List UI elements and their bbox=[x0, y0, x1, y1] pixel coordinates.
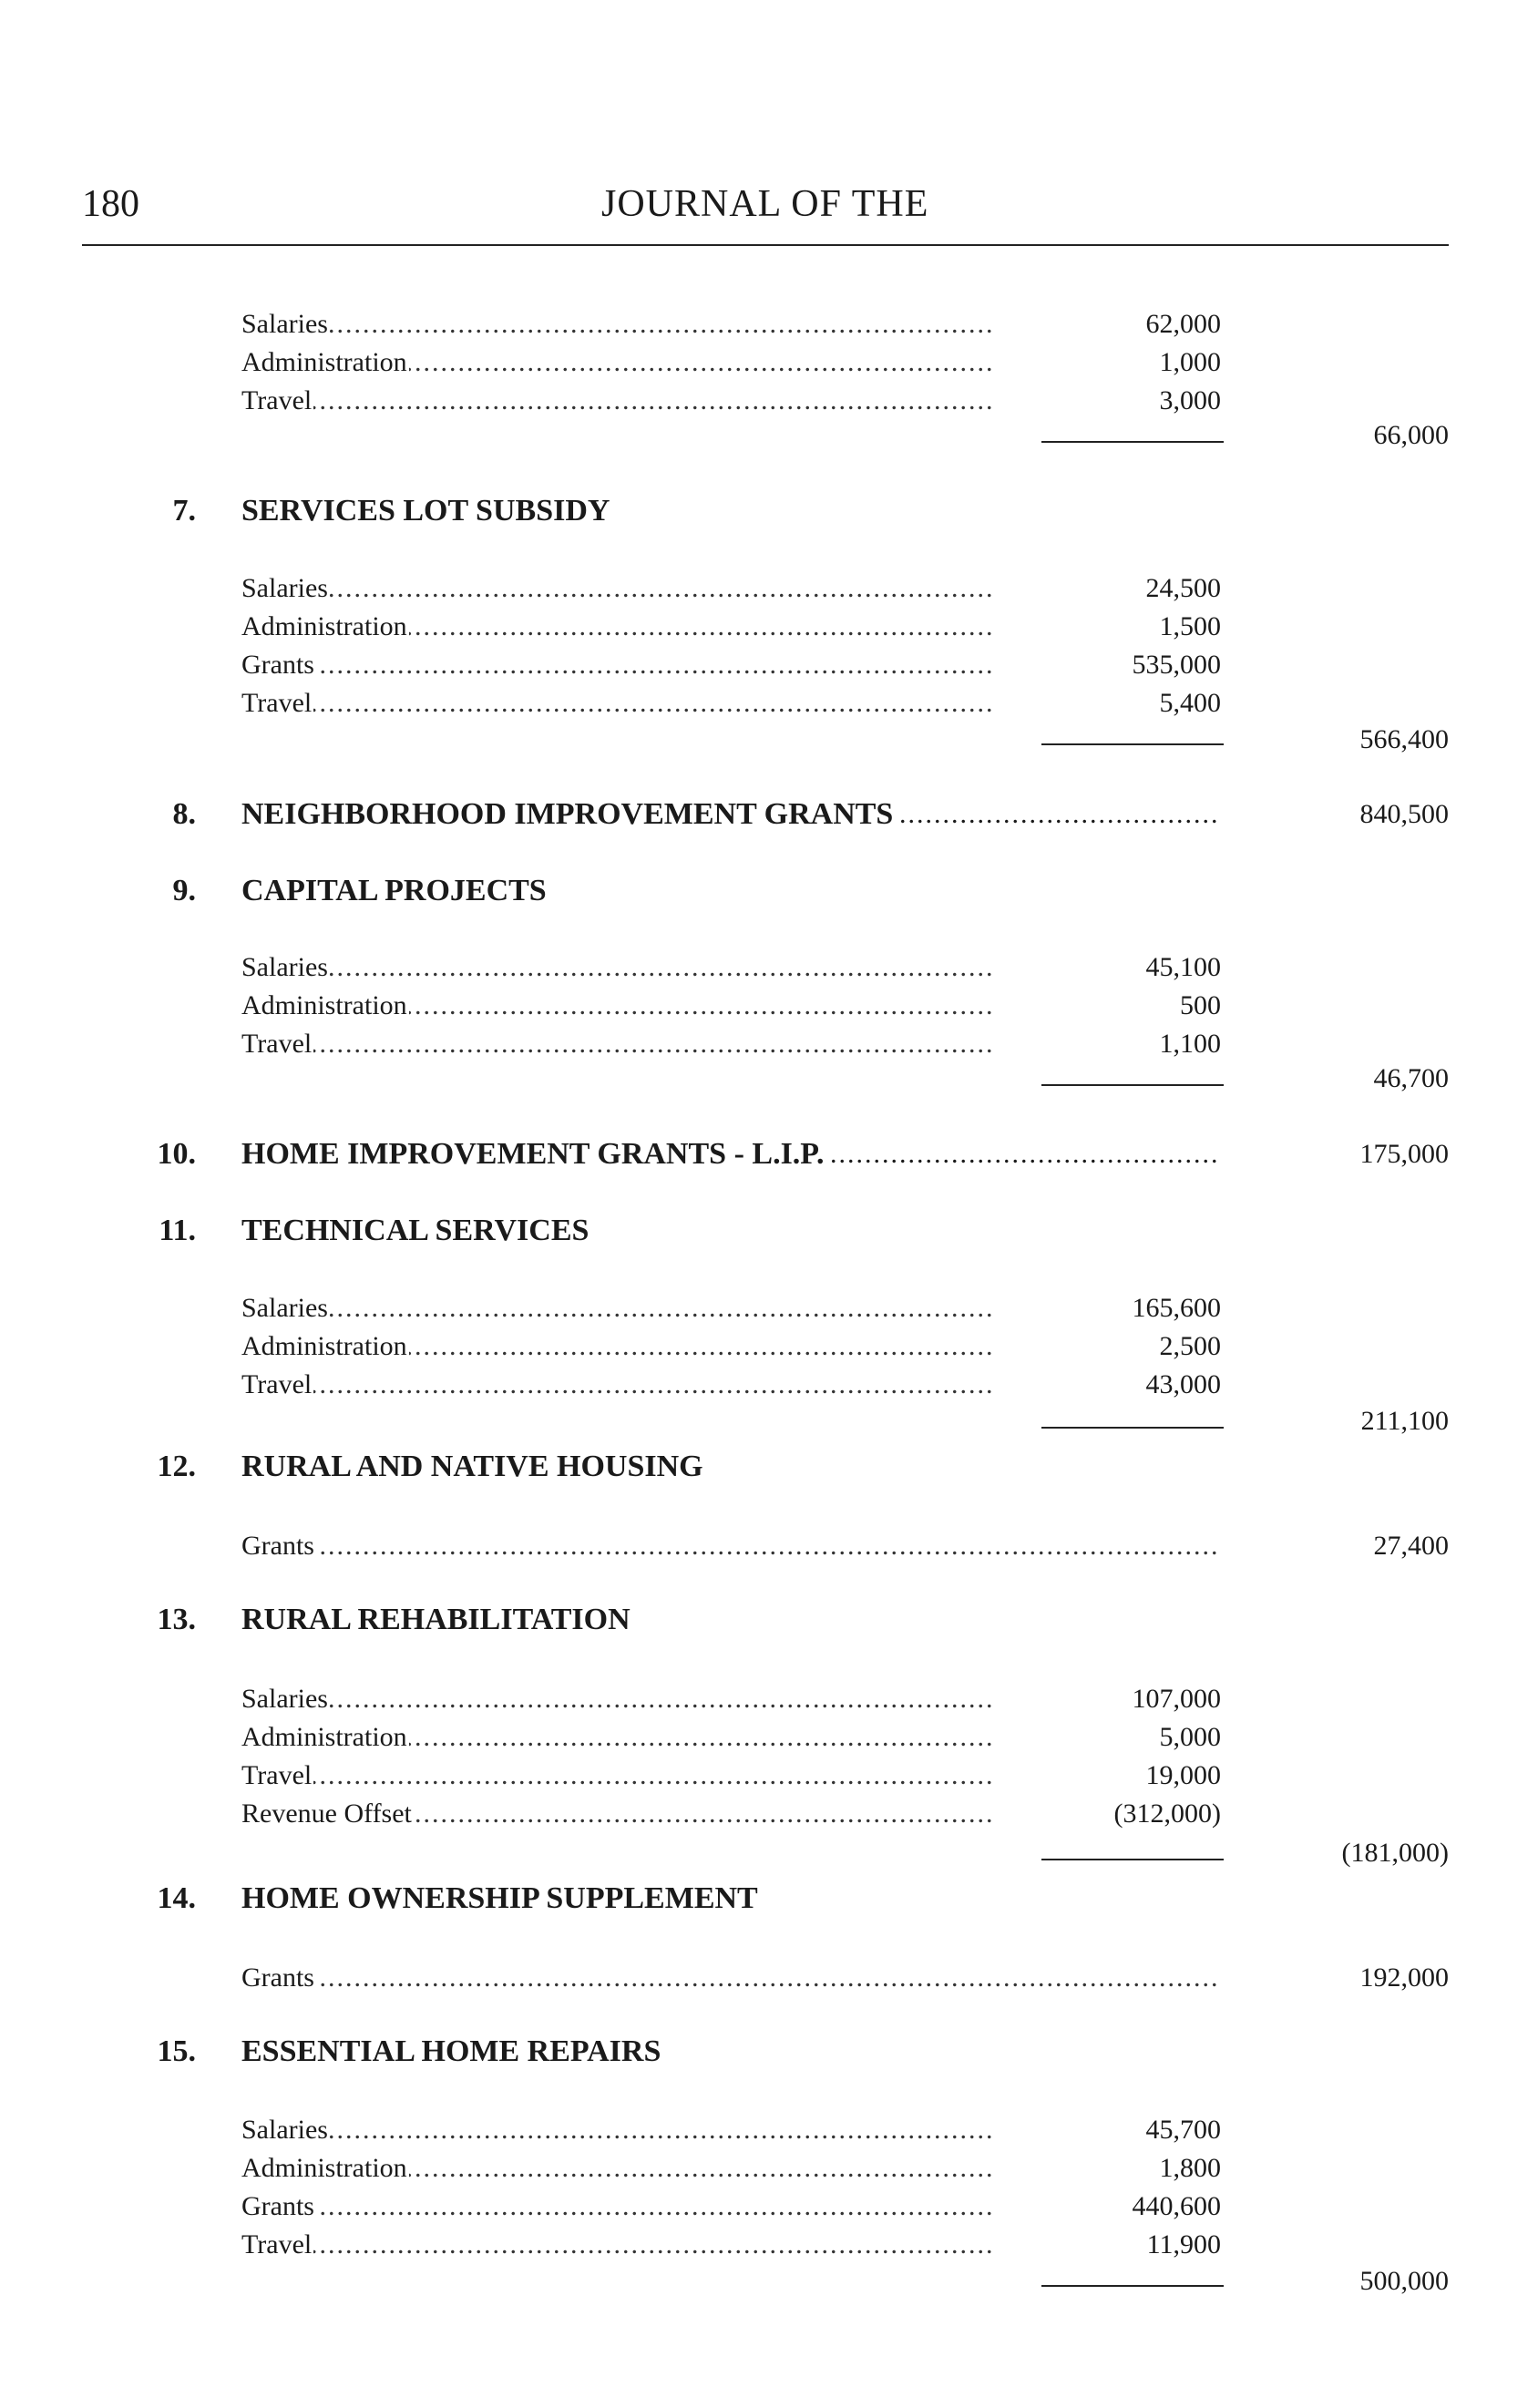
item-amount: 1,100 bbox=[1159, 1029, 1221, 1059]
section-number: 9. bbox=[172, 874, 196, 907]
line-item bbox=[0, 2188, 1538, 2229]
subtotal-rule bbox=[1041, 1859, 1224, 1860]
line-item bbox=[0, 1960, 1538, 2000]
section-title: TECHNICAL SERVICES bbox=[241, 1214, 590, 1247]
line-item bbox=[0, 685, 1538, 725]
item-amount: 1,800 bbox=[1159, 2153, 1221, 2183]
section-number: 7. bbox=[172, 494, 196, 528]
item-amount: 5,000 bbox=[1159, 1722, 1221, 1752]
item-label: Administration bbox=[241, 2153, 407, 2183]
line-item bbox=[0, 1328, 1538, 1368]
item-label: Grants bbox=[241, 1962, 314, 1993]
line-item bbox=[0, 2227, 1538, 2267]
section-title: HOME IMPROVEMENT GRANTS - L.I.P. bbox=[241, 1137, 827, 1171]
section-number: 11. bbox=[159, 1214, 196, 1247]
item-amount: 535,000 bbox=[1132, 650, 1221, 680]
item-label: Revenue Offset bbox=[241, 1798, 412, 1829]
section-heading bbox=[0, 794, 1538, 840]
section-number: 15. bbox=[157, 2034, 196, 2068]
section-heading bbox=[0, 1211, 1538, 1256]
item-label: Travel bbox=[241, 1760, 313, 1790]
item-label: Grants bbox=[241, 650, 314, 680]
section-total: 66,000 bbox=[1373, 420, 1449, 450]
item-amount: 45,100 bbox=[1145, 952, 1221, 982]
item-amount: 11,900 bbox=[1146, 2229, 1221, 2259]
line-item bbox=[0, 344, 1538, 384]
section-number: 8. bbox=[172, 797, 196, 831]
section-total: 175,000 bbox=[1359, 1139, 1449, 1169]
item-amount: 2,500 bbox=[1159, 1331, 1221, 1361]
header-rule bbox=[82, 244, 1449, 246]
item-amount: 1,000 bbox=[1159, 347, 1221, 377]
section-title: NEIGHBORHOOD IMPROVEMENT GRANTS bbox=[241, 797, 897, 831]
section-total: 192,000 bbox=[1359, 1962, 1449, 1993]
subtotal-rule bbox=[1041, 1427, 1224, 1429]
line-item bbox=[0, 1681, 1538, 1721]
item-label: Salaries bbox=[241, 952, 328, 982]
item-label: Travel bbox=[241, 2229, 313, 2259]
item-label: Salaries bbox=[241, 1293, 328, 1323]
section-heading bbox=[0, 1600, 1538, 1645]
section-total: 500,000 bbox=[1359, 2266, 1449, 2296]
page-header bbox=[82, 182, 1449, 237]
item-label: Administration bbox=[241, 1331, 407, 1361]
section-total: 566,400 bbox=[1359, 724, 1449, 754]
section-number: 13. bbox=[157, 1603, 196, 1636]
line-item bbox=[0, 988, 1538, 1028]
line-item bbox=[0, 2112, 1538, 2152]
line-item bbox=[0, 1290, 1538, 1330]
item-label: Administration bbox=[241, 990, 407, 1020]
item-label: Travel bbox=[241, 1029, 313, 1059]
section-total: (181,000) bbox=[1341, 1838, 1449, 1868]
item-label: Travel bbox=[241, 1369, 313, 1399]
line-item bbox=[0, 949, 1538, 989]
item-label: Grants bbox=[241, 1531, 314, 1561]
journal-title: JOURNAL OF THE bbox=[601, 183, 929, 225]
item-amount: 24,500 bbox=[1145, 573, 1221, 603]
item-amount: 5,400 bbox=[1159, 688, 1221, 718]
line-item bbox=[0, 306, 1538, 346]
section-number: 12. bbox=[157, 1450, 196, 1483]
section-heading bbox=[0, 1447, 1538, 1492]
item-amount: 43,000 bbox=[1145, 1369, 1221, 1399]
item-amount: (312,000) bbox=[1113, 1798, 1221, 1829]
item-amount: 165,600 bbox=[1132, 1293, 1221, 1323]
line-item bbox=[0, 647, 1538, 687]
line-item bbox=[0, 1528, 1538, 1568]
item-amount: 19,000 bbox=[1145, 1760, 1221, 1790]
section-total: 840,500 bbox=[1359, 799, 1449, 829]
subtotal-rule bbox=[1041, 743, 1224, 745]
section-title: RURAL REHABILITATION bbox=[241, 1603, 631, 1636]
section-heading bbox=[0, 1879, 1538, 1924]
item-amount: 3,000 bbox=[1159, 385, 1221, 415]
item-label: Administration bbox=[241, 611, 407, 641]
item-amount: 440,600 bbox=[1132, 2191, 1221, 2221]
section-heading bbox=[0, 491, 1538, 537]
section-heading bbox=[0, 1134, 1538, 1180]
line-item bbox=[0, 609, 1538, 649]
item-amount: 62,000 bbox=[1145, 309, 1221, 339]
subtotal-rule bbox=[1041, 2285, 1224, 2287]
section-heading bbox=[0, 871, 1538, 917]
item-label: Administration bbox=[241, 347, 407, 377]
item-label: Administration bbox=[241, 1722, 407, 1752]
item-label: Grants bbox=[241, 2191, 314, 2221]
line-item bbox=[0, 1719, 1538, 1759]
subtotal-rule bbox=[1041, 1084, 1224, 1086]
item-label: Salaries bbox=[241, 2115, 328, 2145]
page-number: 180 bbox=[82, 183, 139, 225]
section-total: 211,100 bbox=[1360, 1406, 1449, 1436]
item-label: Travel bbox=[241, 688, 313, 718]
line-item bbox=[0, 1796, 1538, 1836]
section-title: ESSENTIAL HOME REPAIRS bbox=[241, 2034, 661, 2068]
item-label: Salaries bbox=[241, 309, 328, 339]
item-label: Salaries bbox=[241, 573, 328, 603]
item-label: Salaries bbox=[241, 1684, 328, 1714]
section-title: SERVICES LOT SUBSIDY bbox=[241, 494, 610, 528]
section-title: CAPITAL PROJECTS bbox=[241, 874, 547, 907]
item-amount: 1,500 bbox=[1159, 611, 1221, 641]
line-item bbox=[0, 1757, 1538, 1798]
line-item bbox=[0, 570, 1538, 610]
section-title: RURAL AND NATIVE HOUSING bbox=[241, 1450, 703, 1483]
section-title: HOME OWNERSHIP SUPPLEMENT bbox=[241, 1881, 758, 1915]
section-number: 14. bbox=[157, 1881, 196, 1915]
section-total: 27,400 bbox=[1373, 1531, 1449, 1561]
subtotal-rule bbox=[1041, 441, 1224, 443]
item-label: Travel bbox=[241, 385, 313, 415]
section-total: 46,700 bbox=[1373, 1063, 1449, 1093]
section-number: 10. bbox=[157, 1137, 196, 1171]
section-heading bbox=[0, 2032, 1538, 2077]
line-item bbox=[0, 1367, 1538, 1407]
item-amount: 107,000 bbox=[1132, 1684, 1221, 1714]
item-amount: 500 bbox=[1180, 990, 1221, 1020]
item-amount: 45,700 bbox=[1145, 2115, 1221, 2145]
line-item bbox=[0, 2150, 1538, 2190]
